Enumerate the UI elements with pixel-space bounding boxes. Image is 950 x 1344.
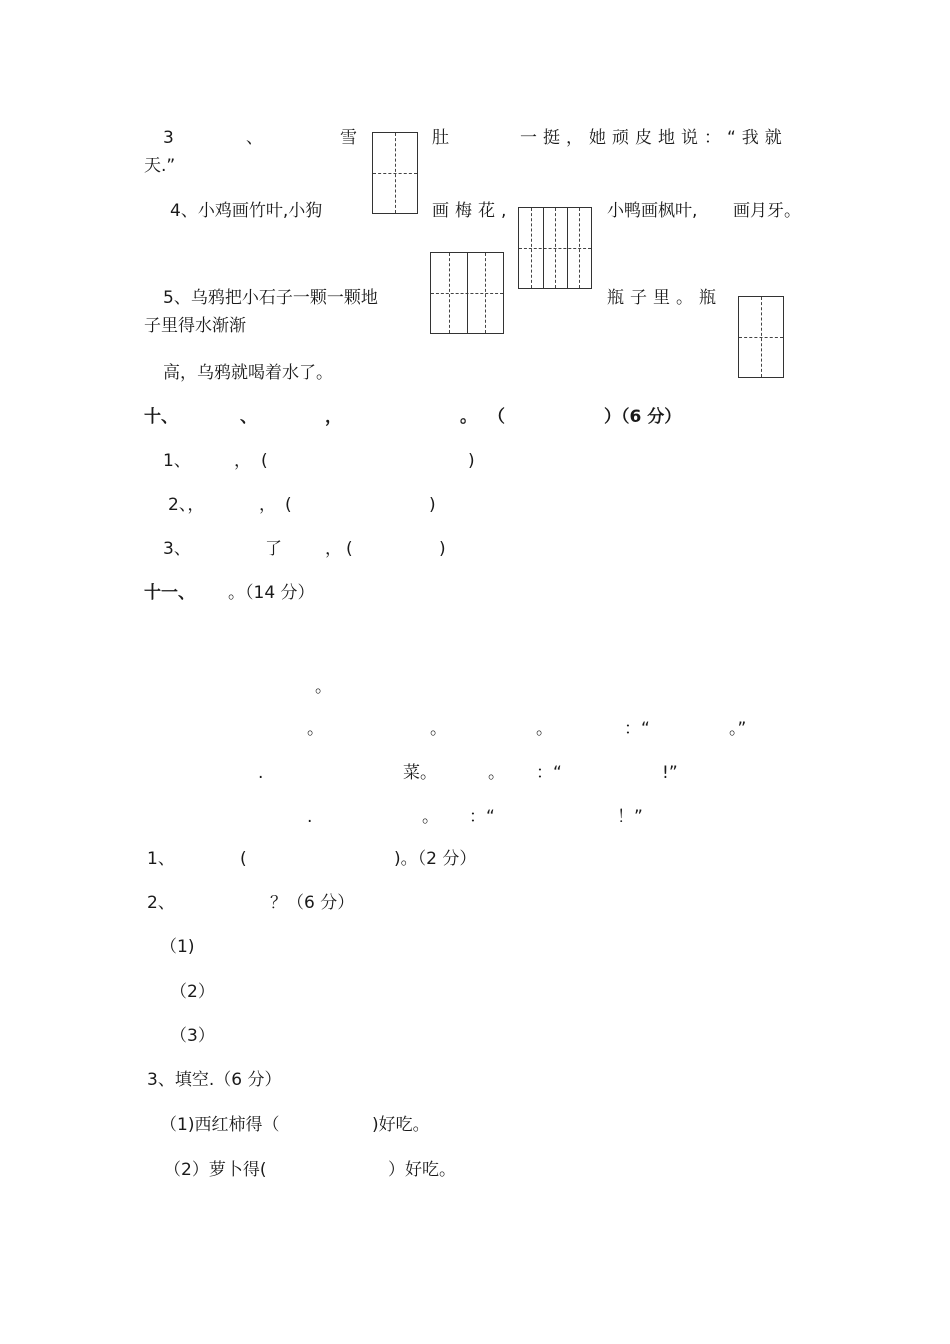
sec10-item2-paren-close: ) xyxy=(429,495,436,515)
passage-l4d: ！” xyxy=(617,807,643,827)
sec11-q1-paren-open: ( xyxy=(240,849,247,869)
sec10-item3-number: 3、 xyxy=(163,539,191,559)
passage-l4c: ：“ xyxy=(469,807,495,827)
sec10-number: 十、 xyxy=(144,407,178,427)
sec10-period: 。 xyxy=(460,407,477,427)
passage-l2c: 。 xyxy=(536,719,553,739)
sec11-title: 。（14 分） xyxy=(228,583,315,603)
passage-l3e: !” xyxy=(662,763,678,783)
writing-box-q3[interactable] xyxy=(372,132,418,214)
sec10-item1-paren-close: ) xyxy=(468,451,475,471)
sec11-q3-title: 3、填空.（6 分） xyxy=(147,1070,282,1090)
passage-l3a: . xyxy=(258,763,264,783)
sec10-item3-paren-open: ( xyxy=(346,539,353,559)
sec10-item1-paren-open: ( xyxy=(261,451,268,471)
q3-line2: 天.” xyxy=(144,156,176,176)
q5-part2: 瓶子里。瓶 xyxy=(607,288,722,308)
sec11-q3-item1-lead: （1)西红柿得（ xyxy=(160,1115,280,1135)
passage-l2a: 。 xyxy=(307,719,324,739)
sec10-item1-number: 1、 xyxy=(163,451,191,471)
q4-part4: 画月牙。 xyxy=(733,201,801,221)
sec10-item3-le: 了 xyxy=(265,539,282,559)
passage-l3c: 。 xyxy=(488,763,505,783)
q5-part1: 5、乌鸦把小石子一颗一颗地 xyxy=(163,288,378,308)
q5-line2: 子里得水渐渐 xyxy=(144,316,246,336)
sec11-q3-item1-tail: )好吃。 xyxy=(372,1115,430,1135)
sec10-paren-open: （ xyxy=(488,407,505,427)
sec11-q2-item2: （2） xyxy=(170,982,215,1002)
q3-xue: 雪 xyxy=(340,128,357,148)
writing-box-q5[interactable] xyxy=(430,252,504,334)
passage-l3d: ：“ xyxy=(536,763,562,783)
sec10-item3-comma: ， xyxy=(325,539,342,559)
passage-l4b: 。 xyxy=(422,807,439,827)
sec11-q2-item3: （3） xyxy=(170,1026,215,1046)
q4-part1: 4、小鸡画竹叶,小狗 xyxy=(170,201,323,221)
sec10-item3-paren-close: ) xyxy=(439,539,446,559)
sec10-comma: ， xyxy=(325,407,342,427)
sec11-q2-item1: （1) xyxy=(160,937,195,957)
sec11-q2-tail: ？（6 分） xyxy=(270,893,355,913)
sec10-item2-comma: ， xyxy=(259,495,276,515)
sec11-q1-number: 1、 xyxy=(147,849,175,869)
sec11-q3-item2-lead: （2）萝卜得( xyxy=(164,1160,267,1180)
q4-part2: 画梅花, xyxy=(432,201,513,221)
sec10-item2-number: 2、， xyxy=(168,495,205,515)
q3-rest: 一挺，她顽皮地说：“我就 xyxy=(520,128,788,148)
passage-l4a: . xyxy=(307,807,313,827)
sec10-paren-close: ）（6 分） xyxy=(604,407,682,427)
passage-l2b: 。 xyxy=(430,719,447,739)
sec11-q1-tail: )。（2 分） xyxy=(394,849,477,869)
sec10-item2-paren-open: ( xyxy=(285,495,292,515)
sec11-number: 十一、 xyxy=(144,583,195,603)
sec10-dun: 、 xyxy=(240,407,257,427)
q4-part3: 小鸭画枫叶, xyxy=(607,201,698,221)
q3-number: 3 xyxy=(163,128,174,148)
q5-line3: 高，乌鸦就喝着水了。 xyxy=(163,363,333,383)
writing-box-q4[interactable] xyxy=(518,207,592,289)
sec11-q3-item2-tail: ）好吃。 xyxy=(388,1160,456,1180)
sec10-item1-comma: ， xyxy=(234,451,251,471)
passage-l1: 。 xyxy=(315,677,332,697)
passage-l2d: ：“ xyxy=(624,719,650,739)
writing-box-q5b[interactable] xyxy=(738,296,784,378)
sec11-q2-number: 2、 xyxy=(147,893,175,913)
passage-l3b: 菜。 xyxy=(403,763,437,783)
q3-du: 肚 xyxy=(432,128,449,148)
q3-dun: 、 xyxy=(246,128,263,148)
passage-l2e: 。” xyxy=(729,719,747,739)
